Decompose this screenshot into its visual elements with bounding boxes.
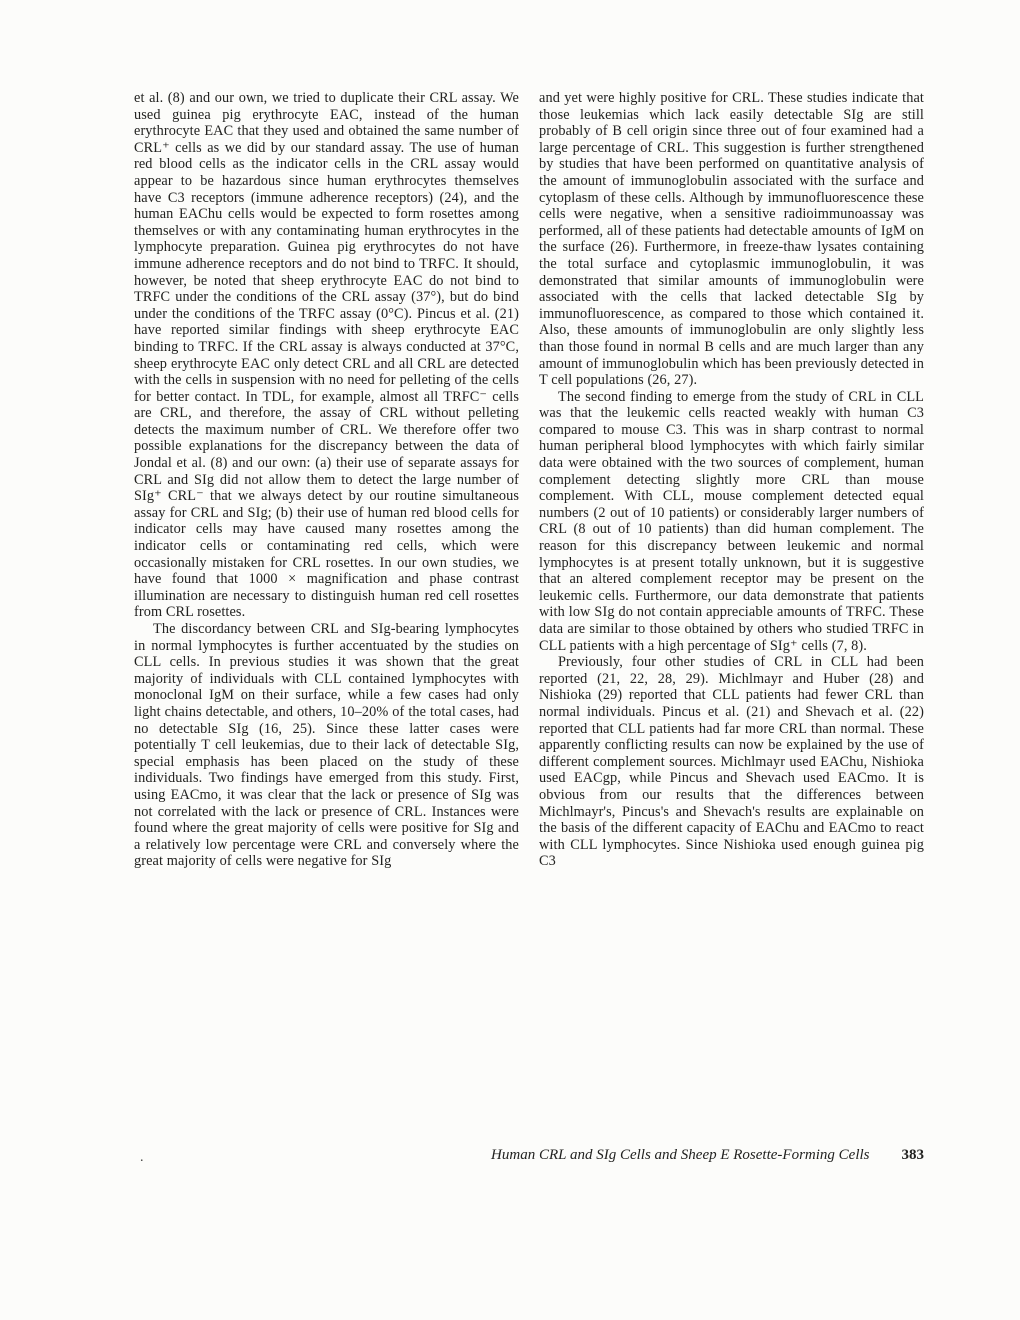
running-title: Human CRL and SIg Cells and Sheep E Rosette-Forming Cells [491,1147,870,1163]
paragraph: et al. (8) and our own, we tried to duplicate their CRL assay. We used guinea pig erythrocyte EAC, instead of the human erythrocyte EAC that they used and obtained the same number of CRL⁺ cells as we did by our standard assay. The use of human red blood cells as the indicator cells in the CRL assay would appear to be hazardous since human erythrocytes themselves have C3 receptors (immune adherence receptors) (24), and the human EAChu cells would be expected to form rosettes among themselves or with any contaminating human erythrocytes in the lymphocyte preparation. Guinea pig erythrocytes do not have immune adherence receptors and do not bind to TRFC. It should, however, be noted that sheep erythrocyte EAC do not bind to TRFC under the conditions of the CRL assay (37°), but do bind under the conditions of the TRFC assay (0°C). Pincus et al. (21) have reported similar findings with sheep erythrocyte EAC binding to TRFC. If the CRL assay is always conducted at 37°C, sheep erythrocyte EAC only detect CRL and all CRL are detected with the cells in suspension with no need for pelleting of the cells for better contact. In TDL, for example, almost all TRFC⁻ cells are CRL, and therefore, the assay of CRL without pelleting detects the maximum number of CRL. We therefore offer two possible explanations for the discrepancy between the data of Jondal et al. (8) and our own: (a) their use of separate assays for CRL and SIg did not allow them to detect the large number of SIg⁺ CRL⁻ that we always detect by our routine simultaneous assay for CRL and SIg; (b) their use of human red blood cells for indicator cells may have caused many rosettes among the indicator cells or contaminating red cells, which were occasionally mistaken for CRL rosettes. In our own studies, we have found that 1000 × magnification and phase contrast illumination are necessary to distinguish human red cell rosettes from CRL rosettes. [134,90,519,621]
page-number: 383 [901,1147,924,1163]
page-footer [134,1147,924,1164]
right-column [539,90,924,870]
paragraph: Previously, four other studies of CRL in CLL had been reported (21, 22, 28, 29). Michlmayr and Huber (28) and Nishioka (29) reported that CLL patients had fewer CRL than normal individuals. Pincus et al. (21) and Shevach et al. (22) reported that CLL patients had far more CRL than normal. These apparently conflicting results can now be explained by the use of different complement sources. Michlmayr used EAChu, Nishioka used EACgp, while Pincus and Shevach used EACmo. It is obvious from our results that the differences between Michlmayr's, Pincus's and Shevach's results are explainable on the basis of the different capacity of EAChu and EACmo to react with CLL lymphocytes. Since Nishioka used enough guinea pig C3 [539,654,924,870]
article-body [134,90,924,870]
paragraph: The discordancy between CRL and SIg-bearing lymphocytes in normal lymphocytes is further accentuated by the studies on CLL cells. In previous studies it was shown that the great majority of individuals with CLL contained lymphocytes with monoclonal IgM on their surface, while a few cases had only light chains detectable, and others, 10–20% of the total cases, had no detectable SIg (16, 25). Since these latter cases were potentially T cell leukemias, due to their lack of detectable SIg, special emphasis has been placed on the study of these individuals. Two findings have emerged from this study. First, using EACmo, it was clear that the lack or presence of SIg was not correlated with the lack or presence of CRL. Instances were found where the great majority of cells were positive for SIg and a relatively low percentage were CRL and conversely where the great majority of cells were negative for SIg [134,621,519,870]
paragraph: The second finding to emerge from the study of CRL in CLL was that the leukemic cells reacted weakly with human C3 compared to mouse C3. This was in sharp contrast to normal human peripheral blood lymphocytes with which fairly similar data were obtained with the two sources of complement, human complement detecting slightly more CRL than mouse complement. With CLL, mouse complement detected equal numbers (2 out of 10 patients) or considerably larger numbers of CRL (8 out of 10 patients) than did human complement. The reason for this discrepancy between leukemic and normal lymphocytes is at present totally unknown, but it is suggestive that an altered complement receptor may be present on the leukemic cells. Furthermore, our data demonstrate that patients with low SIg do not contain appreciable amounts of TRFC. These data are similar to those obtained by others who studied TRFC in CLL patients with a high percentage of SIg⁺ cells (7, 8). [539,388,924,654]
left-column [134,90,519,870]
paragraph: and yet were highly positive for CRL. These studies indicate that those leukemias which lack easily detectable SIg are still probably of B cell origin since three out of four examined had a large percentage of CRL. This suggestion is further strengthened by studies that have been performed on quantitative analysis of the amount of immunoglobulin associated with the surface and cytoplasm of these cells. Although by immunofluorescence these cells were negative, when a sensitive radioimmunoassay was performed, all of these patients had detectable amounts of IgM on the surface (26). Furthermore, in freeze-thaw lysates containing the total surface and cytoplasmic immunoglobulin, it was demonstrated that similar amounts of immunoglobulin were associated with the cells that lacked detectable SIg by immunofluorescence, as compared to those which contained it. Also, these amounts of immunoglobulin are only slightly less than those found in normal B cells and are much larger than any amount of immunoglobulin which has been previously detected in T cell populations (26, 27). [539,90,924,389]
scan-artifact-dot: . [140,1150,144,1165]
